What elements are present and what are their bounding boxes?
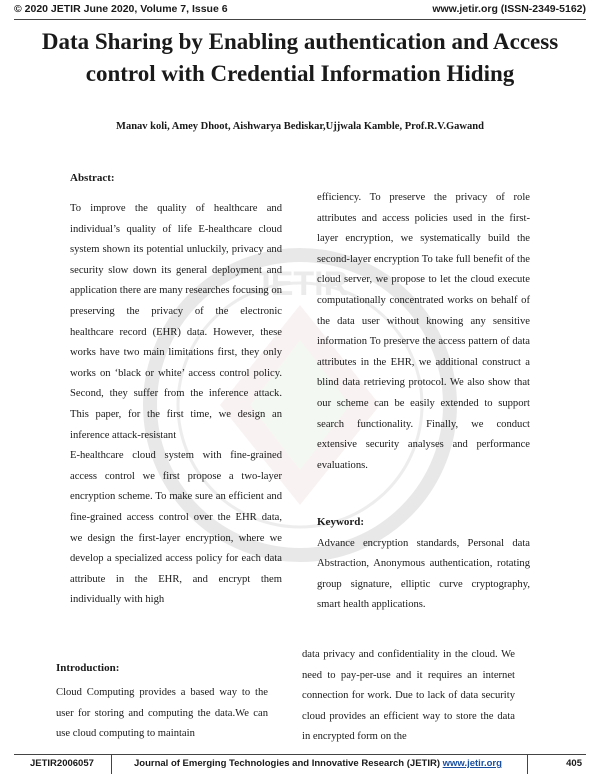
footer-page-number: 405: [566, 758, 582, 769]
introduction-heading-wrap: [56, 658, 268, 680]
introduction-paragraph-left: Cloud Computing provides a based way to the user for storing and computing the data.We can use cloud computing to maintain: [56, 687, 268, 740]
footer-separator-right: [527, 755, 528, 774]
footer-separator-left: [111, 755, 112, 774]
keyword-heading: Keyword:: [317, 516, 365, 528]
watermark-text: JETIR: [251, 265, 349, 303]
header-website-link[interactable]: [432, 3, 586, 15]
paper-authors: Manav koli, Amey Dhoot, Aishwarya Bediskar,Ujjwala Kamble, Prof.R.V.Gawand: [116, 121, 484, 132]
abstract-paragraph-2: E-healthcare cloud system with fine-grained access control we first propose a two-layer encryption scheme. To make sure an efficient and fine-grained access control over the EHR data, we design the first-layer encryption, where we develop a specialized access policy for each data attribute in the EHR, and encrypt them individually with high: [70, 450, 282, 606]
abstract-paragraph-3: efficiency. To preserve the privacy of role attributes and access policies used in the first-layer encryption, we systematically build the second-layer encryption To take full benefit of the cloud server, we propose to let the cloud execute computationally concentrated works on behalf of the data user without knowing any sensitive information To preserve the access pattern of data attributes in the EHR, we additional construct a blind data retrieving protocol. We also show that our scheme can be easily extended to support search functionality. Finally, we conduct extensive security analyses and performance evaluations.: [317, 192, 530, 471]
header-website-text[interactable]: www.jetir.org (ISSN-2349-5162): [432, 3, 586, 15]
page-footer: [14, 758, 586, 772]
abstract-left-column: [70, 199, 282, 611]
footer-rule: [14, 754, 586, 755]
footer-journal-name: Journal of Emerging Technologies and Innovative Research (JETIR): [134, 758, 440, 769]
abstract-right-column: [317, 188, 530, 476]
introduction-right-column: [302, 645, 515, 748]
header-rule: [14, 19, 586, 20]
paper-title: Data Sharing by Enabling authentication and Access control with Credential Information Hiding: [41, 29, 559, 86]
keyword-section: [317, 512, 530, 616]
introduction-left-column: [56, 683, 268, 745]
introduction-paragraph-right: data privacy and confidentiality in the cloud. We need to pay-per-use and it requires an internet connection for work. Due to lack of data security cloud provides an efficient way to store the data in encrypted form on the: [302, 649, 515, 743]
abstract-heading: Abstract:: [70, 172, 115, 184]
header-issue-info: © 2020 JETIR June 2020, Volume 7, Issue 6: [14, 3, 228, 15]
page-header: [14, 3, 586, 19]
abstract-heading-wrap: [70, 168, 282, 190]
introduction-heading: Introduction:: [56, 662, 120, 674]
footer-journal: [134, 758, 502, 769]
footer-website-link[interactable]: www.jetir.org: [442, 758, 502, 769]
keyword-text: Advance encryption standards, Personal data Abstraction, Anonymous authentication, rotating group signature, elliptic curve cryptography, smart health applications.: [317, 537, 530, 611]
footer-paper-id: JETIR2006057: [30, 758, 94, 769]
abstract-paragraph-1: To improve the quality of healthcare and individual’s quality of life E-healthcare cloud system shown its potential unluckily, privacy and security slow down its general deployment and application there are many researches focusing on preserving the privacy of the electronic healthcare record (EHR) data. However, these works have two main limitations first, they only works on ‘black or white’ access control policy. Second, they suffer from the inference attack. This paper, for the first time, we design an inference attack-resistant: [70, 203, 282, 441]
